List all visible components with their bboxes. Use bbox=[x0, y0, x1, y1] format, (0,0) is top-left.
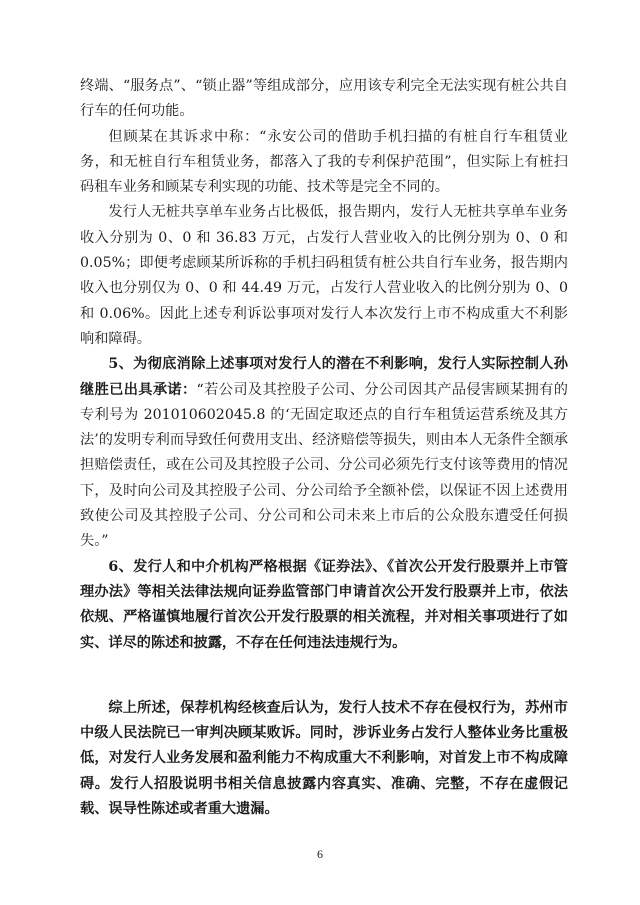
paragraph-5: 6、发行人和中介机构严格根据《证券法》、《首次公开发行股票并上市管理办法》等相关法律法规向证券监管部门申请首次公开发行股票并上市，依法依规、严格谨慎地履行首次公开发行股票的相关流程，并对相关事项进行了如实、详尽的陈述和披露，不存在任何违法违规行为。 bbox=[80, 558, 568, 651]
conclusion-paragraph: 综上所述，保荐机构经核查后认为，发行人技术不存在侵权行为，苏州市中级人民法院已一审判决顾某败诉。同时，涉诉业务占发行人整体业务比重极低，对发行人业务发展和盈利能力不构成重大不利影响，对首发上市不构成障碍。发行人招股说明书相关信息披露内容真实、准确、完整，不存在虚假记载、误导性陈述或者重大遗漏。 bbox=[80, 699, 568, 818]
paragraph-1: 终端、“服务点”、“锁止器”等组成部分，应用该专利完全无法实现有桩公共自行车的任何功能。 bbox=[80, 78, 568, 120]
document-body bbox=[80, 74, 568, 822]
paragraph-3: 发行人无桩共享单车业务占比极低，报告期内，发行人无桩共享单车业务收入分别为 0、0 和 36.83 万元，占发行人营业收入的比例分别为 0、0 和 0.05%；即便考虑顾某所诉称的手机扫码租赁有桩公共自行车业务，报告期内收入也分别仅为 0、0 和 44.49 万元，占发行人营业收入的比例分别为 0、0 和 0.06%。因此上述专利诉讼事项对发行人本次发行上市不构成重大不利影响和障碍。 bbox=[80, 204, 568, 347]
commitment-text: “若公司及其控股子公司、分公司因其产品侵害顾某拥有的专利号为 201010602045.8 的‘无固定取还点的自行车租赁运营系统及其方法’的发明专利而导致任何费用支出、经济赔偿等损失，则由本人无条件全额承担赔偿责任，或在公司及其控股子公司、分公司必须先行支付该等费用的情况下，及时向公司及其控股子公司、分公司给予全额补偿，以保证不因上述费用致使公司及其控股子公司、分公司和公司未来上市后的公众股东遭受任何损失。” bbox=[80, 381, 568, 550]
paragraph-4 bbox=[80, 352, 568, 554]
commitment-heading: 5、为彻底消除上述事项对发行人的潜在不利影响，发行人实际控制人孙继胜已出具承诺： bbox=[80, 356, 568, 398]
page-number: 6 bbox=[317, 847, 323, 861]
paragraph-2: 但顾某在其诉求中称：“永安公司的借助手机扫描的有桩自行车租赁业务，和无桩自行车租赁业务，都落入了我的专利保护范围”，但实际上有桩扫码租车业务和顾某专利实现的功能、技术等是完全不同的。 bbox=[80, 128, 568, 196]
